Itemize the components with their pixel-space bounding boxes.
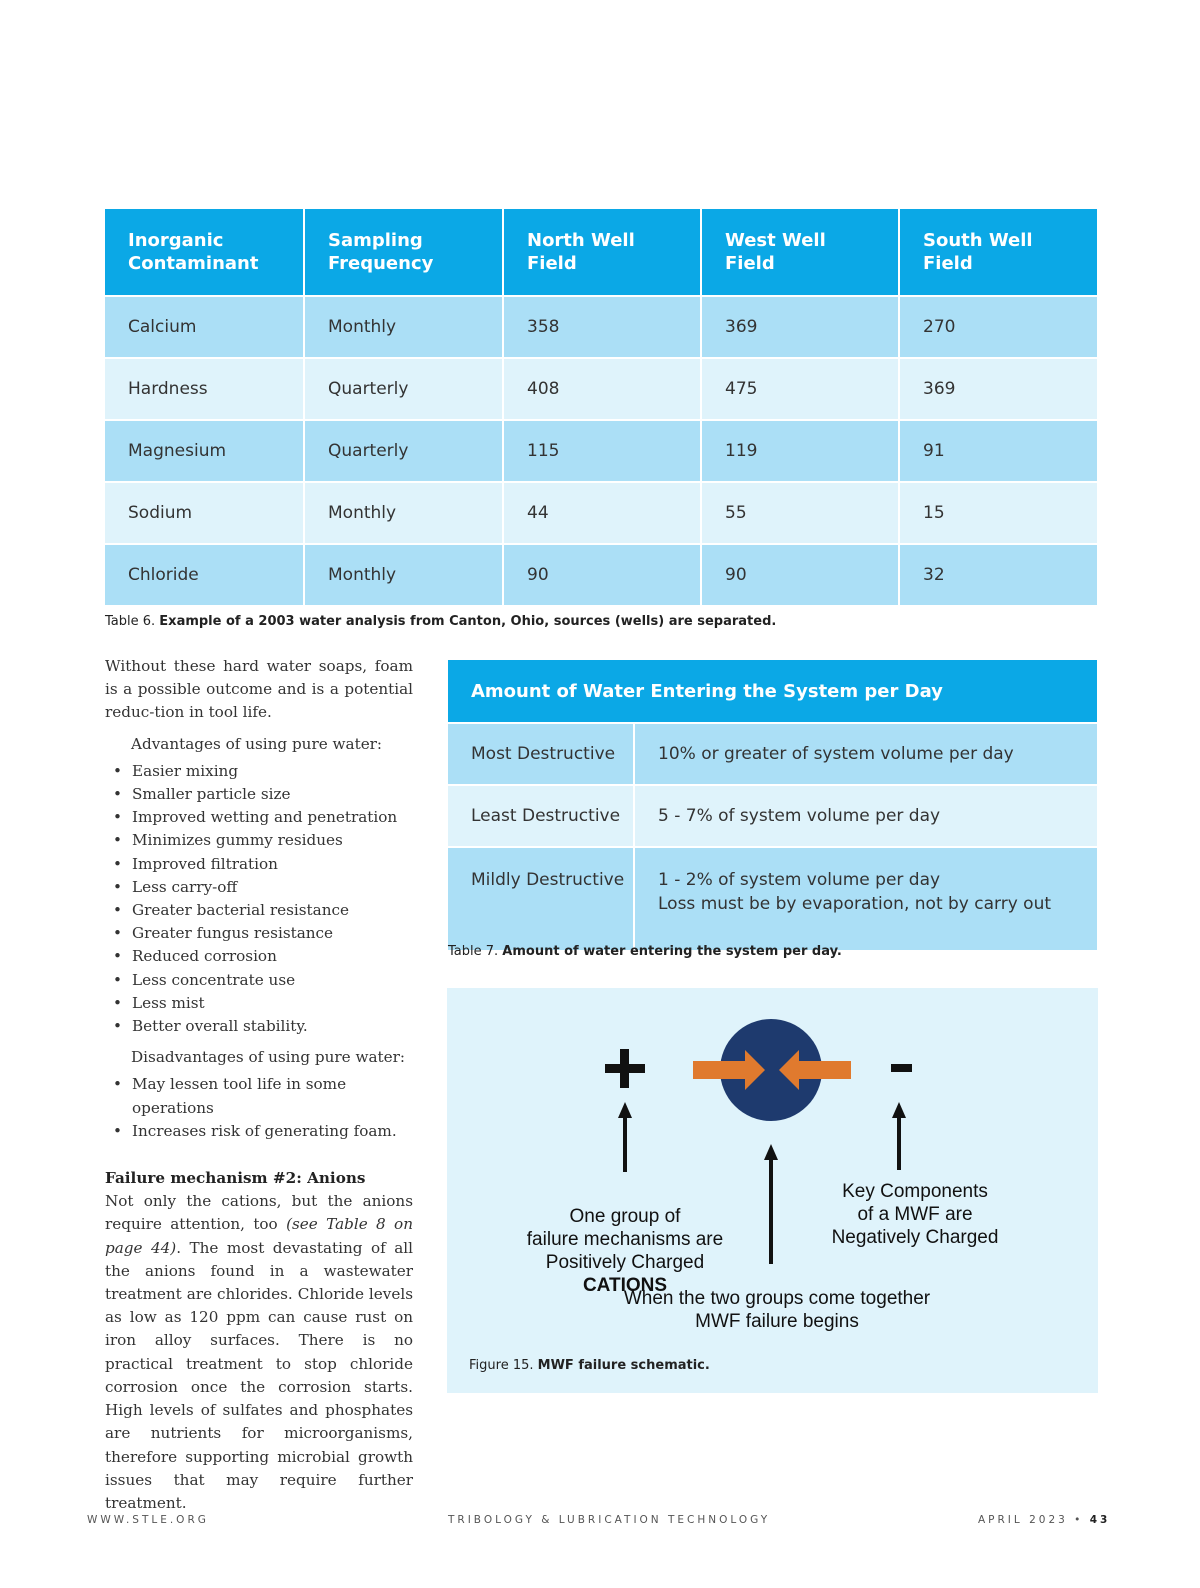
section-text-2: . The most devastating of all the anions found in a wastewater treatment are chlorides. Chloride levels as low as 120 ppm can cause rust on iron alloy surfaces. There is no practical treatment to stop chloride corrosion once the corrosion starts. High levels of sulfates and phosphates are nutrients for microorganisms, therefore supporting microbial growth issues that may require further treatment.	[105, 1238, 413, 1512]
advantages-heading: Advantages of using pure water:	[131, 734, 383, 753]
footer-website: WWW.STLE.ORG	[87, 1514, 209, 1526]
list-item: • May lessen tool life in some operations	[105, 1073, 413, 1119]
table-6-caption-prefix: Table 6.	[105, 614, 160, 629]
table-cell: Mildly Destructive	[448, 847, 634, 950]
table-cell: Sodium	[105, 482, 304, 544]
figure-15	[447, 988, 1098, 1393]
arrow-up-icon	[892, 1102, 906, 1170]
table-cell: 90	[503, 544, 701, 605]
table-cell: 90	[701, 544, 899, 605]
section-text-1: Not only the cations, but the anions require attention, too	[105, 1192, 413, 1234]
table-cell: 475	[701, 358, 899, 420]
table-cell: 15	[899, 482, 1097, 544]
table-row	[448, 785, 1097, 847]
footer-date-page	[978, 1514, 1110, 1526]
table-cell: 5 - 7% of system volume per day	[634, 785, 1097, 847]
section-heading: Failure mechanism #2: Anions	[105, 1169, 366, 1188]
table-cell: 408	[503, 358, 701, 420]
footer-page-number: 43	[1089, 1514, 1111, 1526]
table-cell: Hardness	[105, 358, 304, 420]
list-item: • Less mist	[105, 992, 413, 1015]
table-cell: Least Destructive	[448, 785, 634, 847]
advantages-list	[105, 760, 413, 1038]
table-7	[448, 660, 1097, 950]
table-row	[448, 847, 1097, 950]
table-6-header-cell: West Well Field	[701, 209, 899, 296]
minus-icon	[891, 1064, 912, 1072]
table-cell: Quarterly	[304, 358, 503, 420]
table-row	[105, 296, 1097, 358]
footer-date: APRIL 2023	[978, 1514, 1068, 1526]
section-paragraph	[105, 1190, 413, 1515]
table-7-header-row	[448, 660, 1097, 723]
list-item: • Better overall stability.	[105, 1015, 413, 1038]
table-cell: Monthly	[304, 296, 503, 358]
anions-label: Key Components of a MWF are Negatively Charged	[831, 1181, 999, 1248]
list-item: • Greater bacterial resistance	[105, 899, 413, 922]
list-item: • Greater fungus resistance	[105, 922, 413, 945]
table-cell: 55	[701, 482, 899, 544]
plus-icon	[605, 1049, 645, 1088]
table-7-caption	[448, 944, 842, 959]
table-row	[448, 723, 1097, 785]
table-6-header-cell: North Well Field	[503, 209, 701, 296]
table-cell: 270	[899, 296, 1097, 358]
table-6-header-cell: Sampling Frequency	[304, 209, 503, 296]
table-row	[105, 358, 1097, 420]
table-cell: Magnesium	[105, 420, 304, 482]
table-cell: 91	[899, 420, 1097, 482]
table-6-header-row	[105, 209, 1097, 296]
table-6	[105, 209, 1097, 605]
table-cell: 44	[503, 482, 701, 544]
table-cell: Most Destructive	[448, 723, 634, 785]
body-text-column	[105, 655, 413, 1515]
table-6-header-cell: Inorganic Contaminant	[105, 209, 304, 296]
list-item: • Improved filtration	[105, 853, 413, 876]
table-cell: 369	[899, 358, 1097, 420]
list-item: • Easier mixing	[105, 760, 413, 783]
table-6-caption-text: Example of a 2003 water analysis from Canton, Ohio, sources (wells) are separated.	[159, 614, 777, 629]
table-cell-line: Loss must be by evaporation, not by carry out	[658, 894, 1052, 914]
table-cell: 369	[701, 296, 899, 358]
table-cell: 119	[701, 420, 899, 482]
table-7-title: Amount of Water Entering the System per Day	[448, 660, 1097, 723]
failure-begins-label: When the two groups come together MWF failure begins	[623, 1288, 931, 1332]
table-cell-line: 1 - 2% of system volume per day	[658, 870, 941, 890]
table-7-caption-prefix: Table 7.	[448, 944, 503, 959]
table-row	[105, 420, 1097, 482]
figure-15-caption-text: MWF failure schematic.	[537, 1358, 710, 1373]
section-ref: (see Table 8 on page 44)	[105, 1215, 413, 1257]
table-6-caption	[105, 614, 776, 629]
arrow-up-icon	[618, 1102, 632, 1172]
table-6-header-cell: South Well Field	[899, 209, 1097, 296]
list-item: • Improved wetting and penetration	[105, 806, 413, 829]
list-item: • Less carry-off	[105, 876, 413, 899]
footer-separator: •	[1074, 1514, 1084, 1526]
figure-15-caption	[469, 1358, 710, 1373]
list-item: • Less concentrate use	[105, 969, 413, 992]
arrow-up-icon	[764, 1144, 778, 1264]
figure-15-caption-prefix: Figure 15.	[469, 1358, 538, 1373]
table-row	[105, 482, 1097, 544]
table-cell: 115	[503, 420, 701, 482]
table-cell	[634, 847, 1097, 950]
footer-publication: TRIBOLOGY & LUBRICATION TECHNOLOGY	[448, 1514, 771, 1526]
table-cell: 358	[503, 296, 701, 358]
cations-label-text: One group of failure mechanisms are Positively Charged	[526, 1206, 724, 1273]
list-item: • Reduced corrosion	[105, 945, 413, 968]
table-row	[105, 544, 1097, 605]
intro-paragraph: Without these hard water soaps, foam is a possible outcome and is a potential reduc-tion in tool life.	[105, 657, 413, 722]
table-cell: Chloride	[105, 544, 304, 605]
table-cell: 10% or greater of system volume per day	[634, 723, 1097, 785]
cations-label	[505, 1182, 745, 1297]
table-7-caption-text: Amount of water entering the system per day.	[502, 944, 842, 959]
list-item: • Increases risk of generating foam.	[105, 1120, 413, 1143]
list-item: • Smaller particle size	[105, 783, 413, 806]
list-item: • Minimizes gummy residues	[105, 829, 413, 852]
table-cell: Quarterly	[304, 420, 503, 482]
table-cell: Monthly	[304, 482, 503, 544]
disadvantages-heading: Disadvantages of using pure water:	[131, 1048, 405, 1067]
cations-label-bold: CATIONS	[582, 1275, 668, 1296]
table-cell: 32	[899, 544, 1097, 605]
disadvantages-list	[105, 1073, 413, 1143]
table-cell: Monthly	[304, 544, 503, 605]
table-cell: Calcium	[105, 296, 304, 358]
